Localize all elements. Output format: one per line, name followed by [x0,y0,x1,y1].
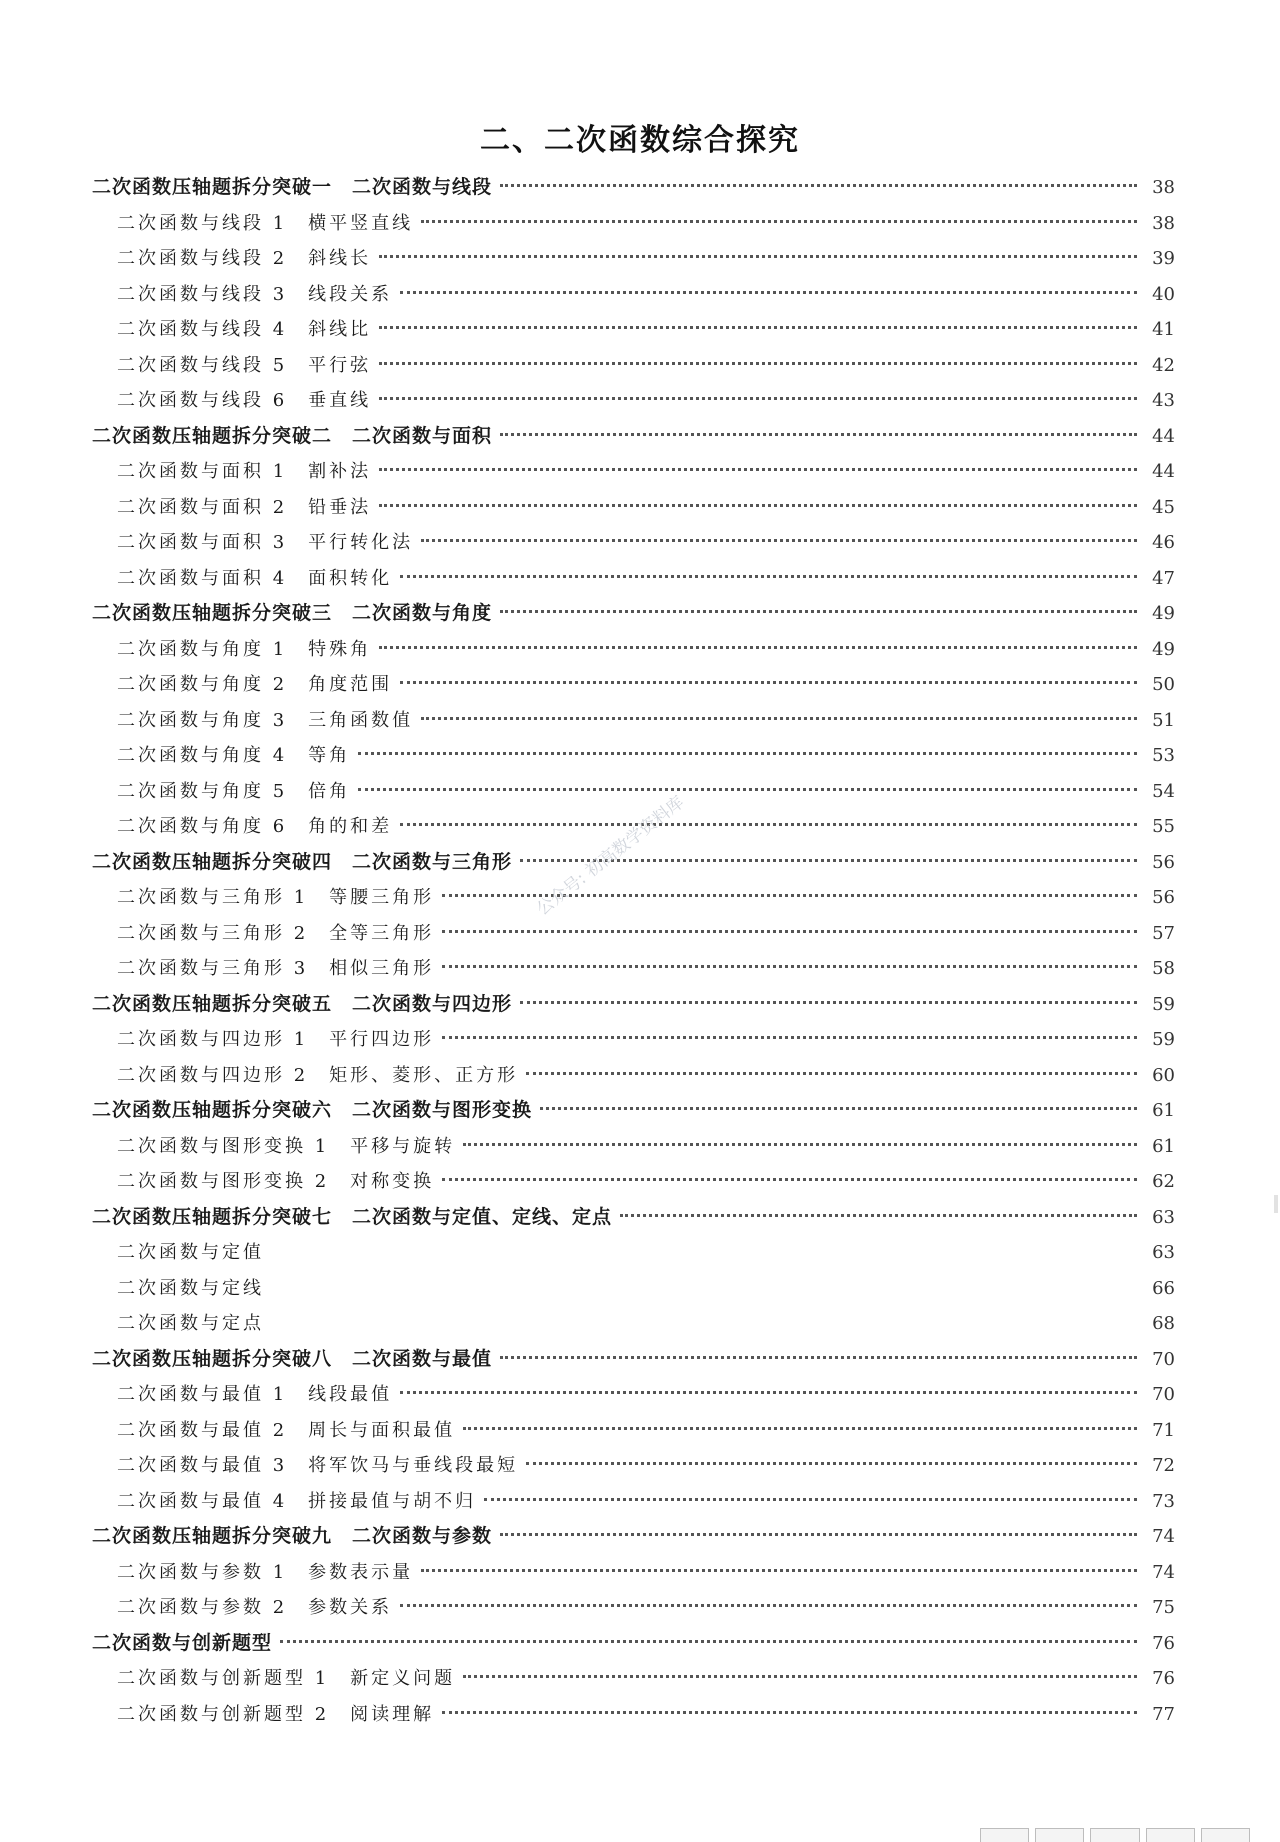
page-number: 41 [1152,319,1175,340]
dot-leader [442,1036,1137,1039]
page-title: 二、二次函数综合探究 [480,123,800,158]
page-number: 61 [1152,1135,1175,1157]
dot-leader [620,1214,1137,1217]
toc-subsection-row[interactable] [92,454,1175,490]
toc-section-row[interactable] [92,1519,1175,1555]
page-edge-tab [1146,1828,1195,1842]
page-number: 46 [1152,532,1175,553]
page-number: 66 [1152,1277,1175,1299]
toc-section-row[interactable] [92,1342,1175,1378]
toc-subsection-row[interactable] [92,1306,1175,1342]
dot-leader [500,610,1137,613]
toc-subsection-row[interactable] [92,348,1175,384]
toc-subsection-title: 二次函数与最值 3 将军饮马与垂线段最短 [117,1455,519,1476]
dot-leader [280,1640,1137,1643]
toc-section-title: 二次函数压轴题拆分突破六 二次函数与图形变换 [92,1099,533,1121]
toc-section-title: 二次函数压轴题拆分突破七 二次函数与定值、定线、定点 [92,1205,613,1228]
dot-leader [520,1001,1137,1004]
toc-subsection-title: 二次函数与最值 1 线段最值 [117,1384,393,1405]
page-number: 68 [1152,1313,1175,1334]
page-number: 44 [1152,461,1175,482]
toc-subsection-title: 二次函数与线段 3 线段关系 [117,283,393,305]
toc-subsection-row[interactable] [92,1164,1175,1200]
toc-subsection-row[interactable] [92,312,1175,348]
toc-subsection-row[interactable] [92,951,1175,987]
toc-subsection-row[interactable] [92,1484,1175,1520]
page-number: 40 [1152,283,1175,305]
page-number: 54 [1152,780,1175,802]
toc-subsection-title: 二次函数与定值 [117,1242,264,1263]
page-number: 49 [1152,638,1175,660]
dot-leader [400,1604,1137,1607]
dot-leader [358,752,1137,755]
page-number: 57 [1152,922,1175,944]
dot-leader [400,291,1137,294]
dot-leader [421,1569,1137,1572]
dot-leader [400,681,1137,684]
page-number: 60 [1152,1064,1175,1086]
dot-leader [421,220,1137,223]
page-number: 45 [1152,496,1175,518]
toc-section-title: 二次函数压轴题拆分突破九 二次函数与参数 [92,1525,493,1547]
scan-artifact [1274,1195,1278,1213]
dot-leader [484,1498,1137,1501]
toc-section-title: 二次函数压轴题拆分突破一 二次函数与线段 [92,176,493,198]
toc-subsection-title: 二次函数与角度 3 三角函数值 [117,709,414,731]
toc-subsection-title: 二次函数与面积 1 割补法 [117,461,372,482]
toc-subsection-title: 二次函数与四边形 1 平行四边形 [117,1029,435,1050]
dot-leader [421,717,1137,720]
toc-subsection-row[interactable] [92,1129,1175,1165]
dot-leader [463,1427,1137,1430]
page-number: 70 [1152,1384,1175,1405]
toc-subsection-row[interactable] [92,1271,1175,1307]
dot-leader [379,255,1137,258]
toc-subsection-row[interactable] [92,1661,1175,1697]
page-number: 62 [1152,1171,1175,1192]
toc-subsection-title: 二次函数与角度 2 角度范围 [117,674,393,695]
toc-subsection-row[interactable] [92,525,1175,561]
toc-subsection-row[interactable] [92,490,1175,526]
toc-subsection-title: 二次函数与线段 5 平行弦 [117,354,372,376]
dot-leader [526,1462,1137,1465]
toc-section-title: 二次函数压轴题拆分突破三 二次函数与角度 [92,602,493,624]
dot-leader [540,1107,1137,1110]
page-number: 76 [1152,1632,1175,1654]
toc-subsection-row[interactable] [92,1058,1175,1094]
page-number: 53 [1152,745,1175,766]
page-number: 70 [1152,1348,1175,1370]
toc-subsection-title: 二次函数与创新题型 2 阅读理解 [117,1703,435,1725]
toc-subsection-row[interactable] [92,1555,1175,1591]
dot-leader [442,1711,1137,1714]
toc-section-row[interactable] [92,596,1175,632]
dot-leader [442,930,1137,933]
page-number: 76 [1152,1668,1175,1689]
page-number: 58 [1152,958,1175,979]
toc-subsection-row[interactable] [92,1590,1175,1626]
toc-subsection-title: 二次函数与最值 2 周长与面积最值 [117,1419,456,1441]
toc-subsection-title: 二次函数与图形变换 1 平移与旋转 [117,1135,456,1157]
page-number: 55 [1152,816,1175,837]
toc-subsection-title: 二次函数与角度 6 角的和差 [117,816,393,837]
toc-subsection-title: 二次函数与参数 2 参数关系 [117,1597,393,1618]
toc-subsection-title: 二次函数与参数 1 参数表示量 [117,1561,414,1583]
dot-leader [379,362,1137,365]
page-number: 56 [1152,887,1175,908]
dot-leader [500,184,1137,187]
toc-section-row[interactable] [92,170,1175,206]
page-number: 43 [1152,390,1175,411]
dot-leader [500,1356,1137,1359]
toc-subsection-title: 二次函数与三角形 3 相似三角形 [117,958,435,979]
page-number: 49 [1152,603,1175,624]
page-number: 39 [1152,248,1175,269]
page-number: 51 [1152,709,1175,731]
toc-subsection-title: 二次函数与四边形 2 矩形、菱形、正方形 [117,1064,519,1086]
toc-subsection-row[interactable] [92,1697,1175,1733]
toc-subsection-row[interactable] [92,241,1175,277]
toc-subsection-title: 二次函数与角度 5 倍角 [117,780,351,802]
dot-leader [379,646,1137,649]
toc-subsection-title: 二次函数与定线 [117,1277,264,1299]
table-of-contents [92,170,1175,1732]
page-number: 44 [1152,425,1175,447]
toc-subsection-title: 二次函数与线段 1 横平竖直线 [117,212,414,234]
page-edge-tab [1035,1828,1084,1842]
dot-leader [463,1675,1137,1678]
toc-subsection-title: 二次函数与面积 4 面积转化 [117,567,393,589]
toc-section-title: 二次函数压轴题拆分突破八 二次函数与最值 [92,1347,493,1370]
page-number: 77 [1152,1703,1175,1725]
toc-section-row[interactable] [92,1093,1175,1129]
page-number: 59 [1152,993,1175,1015]
toc-subsection-title: 二次函数与面积 3 平行转化法 [117,532,414,553]
dot-leader [379,504,1137,507]
toc-subsection-row[interactable] [92,1377,1175,1413]
page-number: 47 [1152,567,1175,589]
dot-leader [400,1391,1137,1394]
toc-subsection-row[interactable] [92,916,1175,952]
page-edge-tab [980,1828,1029,1842]
toc-subsection-title: 二次函数与三角形 2 全等三角形 [117,922,435,944]
toc-subsection-row[interactable] [92,703,1175,739]
page-number: 56 [1152,851,1175,873]
dot-leader [442,1178,1137,1181]
toc-subsection-row[interactable] [92,667,1175,703]
toc-subsection-title: 二次函数与线段 6 垂直线 [117,390,372,411]
toc-section-row[interactable] [92,1200,1175,1236]
toc-subsection-row[interactable] [92,1235,1175,1271]
toc-section-row[interactable] [92,419,1175,455]
toc-subsection-row[interactable] [92,383,1175,419]
page-number: 50 [1152,674,1175,695]
toc-subsection-row[interactable] [92,738,1175,774]
page-edge-strip [980,1828,1250,1842]
toc-subsection-row[interactable] [92,277,1175,313]
dot-leader [526,1072,1137,1075]
page-number: 72 [1152,1455,1175,1476]
dot-leader [379,397,1137,400]
page-number: 38 [1152,177,1175,198]
toc-section-title: 二次函数压轴题拆分突破四 二次函数与三角形 [92,850,513,873]
toc-subsection-row[interactable] [92,632,1175,668]
toc-subsection-title: 二次函数与线段 2 斜线长 [117,248,372,269]
toc-subsection-row[interactable] [92,206,1175,242]
toc-section-title: 二次函数压轴题拆分突破五 二次函数与四边形 [92,992,513,1015]
toc-subsection-title: 二次函数与定点 [117,1313,264,1334]
page-edge-tab [1090,1828,1139,1842]
page-number: 75 [1152,1597,1175,1618]
page-number: 38 [1152,212,1175,234]
toc-subsection-title: 二次函数与创新题型 1 新定义问题 [117,1668,456,1689]
page-number: 63 [1152,1206,1175,1228]
dot-leader [358,788,1137,791]
toc-subsection-row[interactable] [92,774,1175,810]
dot-leader [463,1143,1137,1146]
dot-leader [400,823,1137,826]
toc-subsection-title: 二次函数与角度 4 等角 [117,745,351,766]
page-number: 42 [1152,354,1175,376]
page-number: 71 [1152,1419,1175,1441]
toc-subsection-row[interactable] [92,880,1175,916]
dot-leader [500,433,1137,436]
page-number: 74 [1152,1526,1175,1547]
dot-leader [500,1533,1137,1536]
watermark-text: 公众号: 初高数学资料库 [533,792,689,920]
toc-section-title: 二次函数与创新题型 [92,1631,273,1654]
toc-subsection-title: 二次函数与角度 1 特殊角 [117,638,372,660]
toc-section-row[interactable] [92,1626,1175,1662]
toc-subsection-title: 二次函数与三角形 1 等腰三角形 [117,887,435,908]
page-edge-tab [1201,1828,1250,1842]
page-number: 59 [1152,1029,1175,1050]
toc-section-title: 二次函数压轴题拆分突破二 二次函数与面积 [92,424,493,447]
dot-leader [421,539,1137,542]
page-number: 63 [1152,1242,1175,1263]
toc-subsection-row[interactable] [92,1022,1175,1058]
dot-leader [379,326,1137,329]
toc-subsection-title: 二次函数与线段 4 斜线比 [117,319,372,340]
dot-leader [400,575,1137,578]
dot-leader [379,468,1137,471]
toc-subsection-row[interactable] [92,1448,1175,1484]
page-number: 73 [1152,1490,1175,1512]
page-number: 74 [1152,1561,1175,1583]
page-number: 61 [1152,1100,1175,1121]
toc-subsection-title: 二次函数与图形变换 2 对称变换 [117,1171,435,1192]
toc-subsection-title: 二次函数与最值 4 拼接最值与胡不归 [117,1490,477,1512]
toc-subsection-title: 二次函数与面积 2 铅垂法 [117,496,372,518]
toc-section-row[interactable] [92,987,1175,1023]
dot-leader [442,965,1137,968]
toc-subsection-row[interactable] [92,561,1175,597]
toc-subsection-row[interactable] [92,1413,1175,1449]
